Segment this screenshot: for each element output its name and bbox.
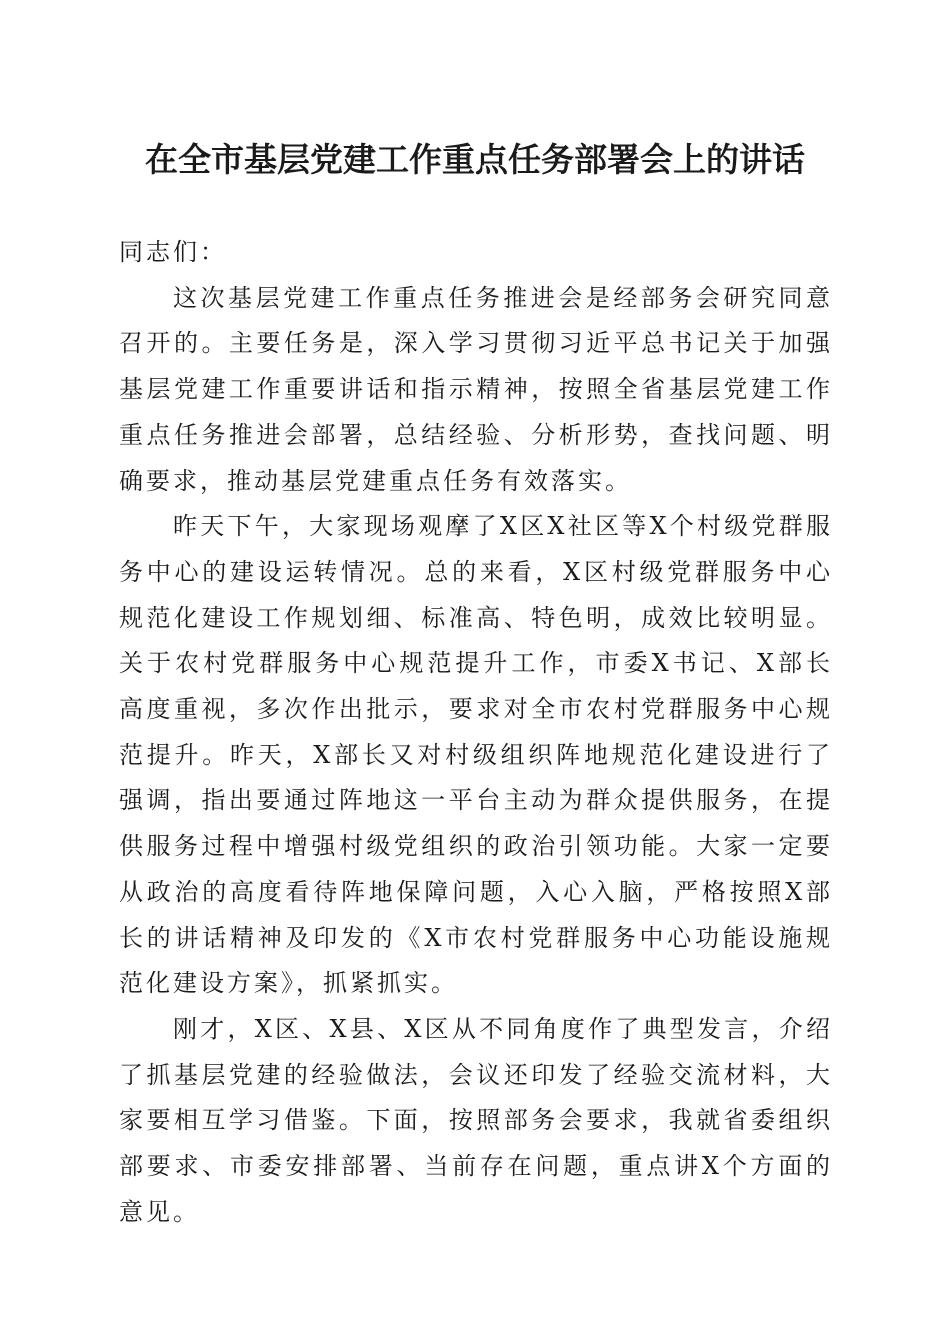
salutation: 同志们： — [119, 238, 227, 266]
paragraph-2: 昨天下午，大家现场观摩了X区X社区等X个村级党群服务中心的建设运转情况。总的来看，X区村级党群服务中心规范化建设工作规划细、标准高、特色明，成效比较明显。关于农村党群服务中心规范提升工作，市委X书记、X部长高度重视，多次作出批示，要求对全市农村党群服务中心规范提升。昨天，X部长又对村级组织阵地规范化建设进行了强调，指出要通过阵地这一平台主动为群众提供服务，在提供服务过程中增强村级党组织的政治引领功能。大家一定要从政治的高度看待阵地保障问题，入心入脑，严格按照X部长的讲话精神及印发的《X市农村党群服务中心功能设施规范化建设方案》，抓紧抓实。 — [119, 512, 833, 998]
paragraph-3: 刚才，X区、X县、X区从不同角度作了典型发言，介绍了抓基层党建的经验做法，会议还印发了经验交流材料，大家要相互学习借鉴。下面，按照部务会要求，我就省委组织部要求、市委安排部署、当前存在问题，重点讲X个方面的意见。 — [119, 1014, 833, 1226]
document-title: 在全市基层党建工作重点任务部署会上的讲话 — [145, 140, 805, 179]
document-body — [119, 230, 833, 1235]
paragraph-1: 这次基层党建工作重点任务推进会是经部务会研究同意召开的。主要任务是，深入学习贯彻习近平总书记关于加强基层党建工作重要讲话和指示精神，按照全省基层党建工作重点任务推进会部署，总结经验、分析形势，查找问题、明确要求，推动基层党建重点任务有效落实。 — [119, 283, 833, 495]
